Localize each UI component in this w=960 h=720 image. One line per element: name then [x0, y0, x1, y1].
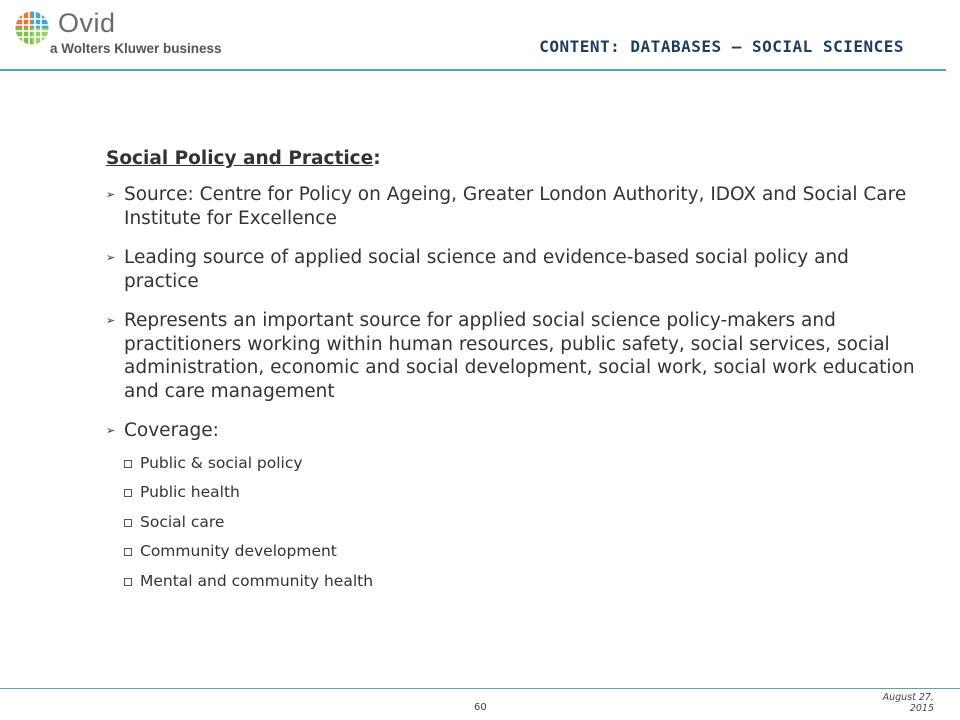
logo-wordmark: Ovid	[58, 8, 116, 38]
coverage-item-text: Social care	[140, 512, 225, 531]
square-bullet-icon	[124, 519, 132, 527]
section-heading	[106, 148, 916, 169]
section-heading-suffix: :	[373, 148, 381, 169]
coverage-item-text: Public & social policy	[140, 453, 303, 472]
section-heading-text: Social Policy and Practice	[106, 148, 374, 169]
bullet-item	[106, 309, 916, 403]
ovid-globe-logo-icon	[14, 10, 50, 46]
ovid-logo	[14, 10, 254, 60]
coverage-list	[124, 453, 916, 591]
coverage-item	[124, 482, 916, 502]
bullet-text: Represents an important source for applied social science policy-makers and practitioners working within human resources, public safety, social services, social administration, economic and social development, social work, social work education and care management	[124, 310, 915, 402]
square-bullet-icon	[124, 578, 132, 586]
arrow-bullet-icon: ➢	[106, 188, 116, 201]
bullet-text: Leading source of applied social science and evidence-based social policy and practice	[124, 247, 849, 292]
footer-date-line1: August 27,	[882, 692, 934, 703]
page-number: 60	[474, 702, 487, 713]
arrow-bullet-icon: ➢	[106, 314, 116, 327]
coverage-item-text: Mental and community health	[140, 571, 374, 590]
bullet-item	[106, 183, 916, 230]
logo-tagline: a Wolters Kluwer business	[50, 41, 222, 56]
bullet-item-coverage	[106, 419, 916, 591]
slide-content	[106, 148, 916, 607]
coverage-item	[124, 453, 916, 473]
coverage-item-text: Public health	[140, 483, 240, 501]
bullet-text: Source: Centre for Policy on Ageing, Greater London Authority, IDOX and Social Care Institute for Excellence	[124, 184, 907, 229]
footer-date	[854, 692, 934, 714]
coverage-item	[124, 512, 916, 532]
header-divider	[0, 69, 946, 71]
square-bullet-icon	[124, 460, 132, 468]
bullet-text: Coverage:	[124, 420, 219, 441]
arrow-bullet-icon: ➢	[106, 251, 116, 264]
bullet-item	[106, 246, 916, 293]
square-bullet-icon	[124, 548, 132, 556]
coverage-item	[124, 541, 916, 561]
slide-title: CONTENT: DATABASES – SOCIAL SCIENCES	[539, 37, 904, 56]
footer-divider	[0, 688, 960, 689]
coverage-item-text: Community development	[140, 542, 337, 560]
square-bullet-icon	[124, 489, 132, 497]
arrow-bullet-icon: ➢	[106, 424, 116, 437]
bullet-list	[106, 183, 916, 591]
footer-date-line2: 2015	[909, 703, 934, 714]
coverage-item	[124, 571, 916, 591]
